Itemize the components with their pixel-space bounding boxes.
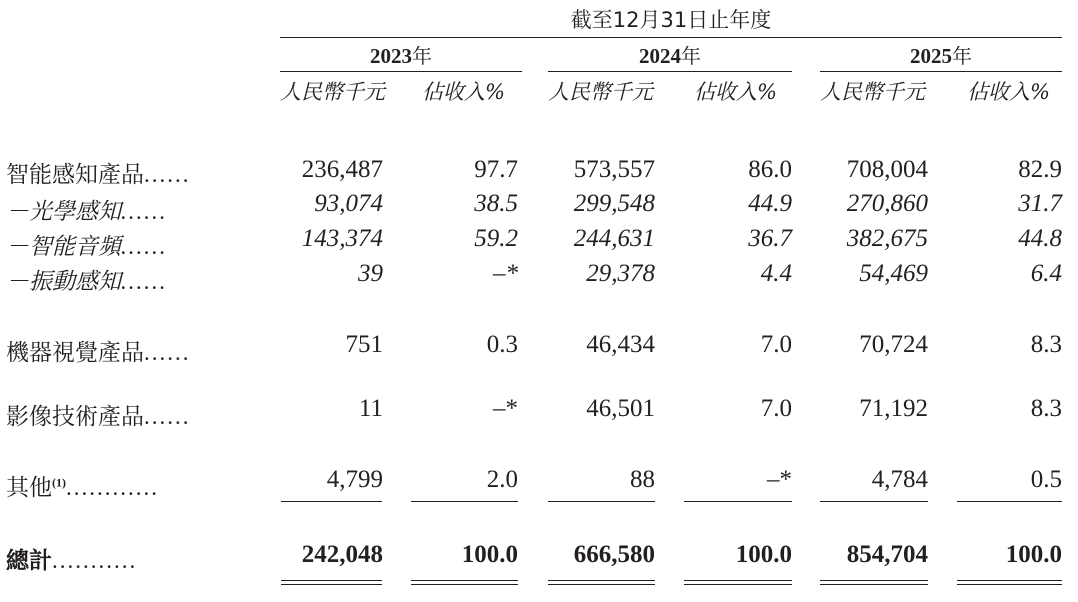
cell-smart-sensing-2023-amount: 236,487 — [301, 156, 383, 183]
cell-smart-sensing-2025-pct: 82.9 — [1018, 156, 1062, 183]
cell-others-2024-pct: –* — [767, 466, 792, 493]
period-header: 截至12月31日止年度 — [570, 8, 772, 32]
cell-vibration-sensing-2025-amount: 54,469 — [859, 260, 928, 287]
cell-machine-vision-2025-amount: 70,724 — [859, 331, 928, 358]
cell-vibration-sensing-2023-amount: 39 — [358, 260, 383, 287]
cell-others-2025-pct: 0.5 — [1030, 466, 1062, 493]
subtotal-rule-2025-amount — [820, 501, 928, 502]
cell-total-2025-amount: 854,704 — [846, 541, 928, 568]
total-double-rule-2024-amount — [548, 580, 655, 585]
cell-smart-audio-2023-amount: 143,374 — [301, 225, 383, 252]
year-2025-header: 2025年 — [910, 44, 972, 68]
subtotal-rule-2023-amount — [281, 501, 382, 502]
year-2025-rule — [820, 71, 1062, 72]
total-double-rule-2025-amount — [820, 580, 928, 585]
cell-optical-sensing-2024-pct: 44.9 — [748, 190, 792, 217]
header-rule — [280, 37, 1062, 38]
col-pct-2024: 佔收入% — [694, 80, 777, 104]
cell-smart-sensing-2025-amount: 708,004 — [846, 156, 928, 183]
cell-total-2025-pct: 100.0 — [1005, 541, 1062, 568]
cell-smart-audio-2024-amount: 244,631 — [573, 225, 655, 252]
cell-optical-sensing-2025-pct: 31.7 — [1018, 190, 1062, 217]
cell-others-2023-amount: 4,799 — [326, 466, 383, 493]
col-pct-2023: 佔收入% — [422, 80, 505, 104]
cell-smart-audio-2023-pct: 59.2 — [474, 225, 518, 252]
cell-others-2023-pct: 2.0 — [486, 466, 518, 493]
cell-optical-sensing-2023-pct: 38.5 — [474, 190, 518, 217]
cell-machine-vision-2025-pct: 8.3 — [1030, 331, 1062, 358]
row-label-vibration-sensing: －振動感知...... — [6, 269, 168, 295]
year-2024-header: 2024年 — [639, 44, 701, 68]
cell-vibration-sensing-2023-pct: –* — [493, 260, 518, 287]
cell-imaging-tech-2025-pct: 8.3 — [1030, 395, 1062, 422]
col-amount-2023: 人民幣千元 — [280, 80, 385, 104]
total-double-rule-2024-pct — [684, 580, 792, 585]
cell-smart-audio-2025-pct: 44.8 — [1018, 225, 1062, 252]
row-label-smart-sensing: 智能感知產品...... — [6, 162, 191, 188]
subtotal-rule-2024-amount — [548, 501, 655, 502]
cell-total-2024-pct: 100.0 — [735, 541, 792, 568]
cell-vibration-sensing-2024-pct: 4.4 — [760, 260, 792, 287]
cell-imaging-tech-2024-amount: 46,501 — [586, 395, 655, 422]
total-double-rule-2023-amount — [281, 580, 382, 585]
cell-others-2025-amount: 4,784 — [871, 466, 928, 493]
row-label-others: 其他$^{(1)}$............ — [6, 475, 159, 501]
year-2023-header: 2023年 — [370, 44, 432, 68]
total-double-rule-2023-pct — [411, 580, 518, 585]
subtotal-rule-2023-pct — [411, 501, 518, 502]
cell-optical-sensing-2025-amount: 270,860 — [846, 190, 928, 217]
cell-total-2023-pct: 100.0 — [461, 541, 518, 568]
row-label-machine-vision: 機器視覺產品...... — [6, 340, 191, 366]
subtotal-rule-2024-pct — [684, 501, 792, 502]
cell-smart-audio-2025-amount: 382,675 — [846, 225, 928, 252]
year-2024-rule — [548, 71, 792, 72]
cell-imaging-tech-2023-pct: –* — [493, 395, 518, 422]
cell-machine-vision-2024-amount: 46,434 — [586, 331, 655, 358]
cell-total-2024-amount: 666,580 — [573, 541, 655, 568]
cell-total-2023-amount: 242,048 — [301, 541, 383, 568]
cell-smart-audio-2024-pct: 36.7 — [748, 225, 792, 252]
cell-smart-sensing-2024-amount: 573,557 — [573, 156, 655, 183]
cell-vibration-sensing-2024-amount: 29,378 — [586, 260, 655, 287]
cell-imaging-tech-2024-pct: 7.0 — [760, 395, 792, 422]
row-label-optical-sensing: －光學感知...... — [6, 199, 168, 225]
cell-others-2024-amount: 88 — [630, 466, 655, 493]
cell-imaging-tech-2023-amount: 11 — [358, 395, 383, 422]
subtotal-rule-2025-pct — [957, 501, 1062, 502]
col-amount-2024: 人民幣千元 — [548, 80, 653, 104]
row-label-smart-audio: －智能音頻...... — [6, 234, 168, 260]
cell-machine-vision-2024-pct: 7.0 — [760, 331, 792, 358]
cell-vibration-sensing-2025-pct: 6.4 — [1030, 260, 1062, 287]
year-2023-rule — [280, 71, 522, 72]
cell-machine-vision-2023-pct: 0.3 — [486, 331, 518, 358]
col-pct-2025: 佔收入% — [967, 80, 1050, 104]
total-double-rule-2025-pct — [957, 580, 1062, 585]
cell-smart-sensing-2024-pct: 86.0 — [748, 156, 792, 183]
cell-optical-sensing-2023-amount: 93,074 — [314, 190, 383, 217]
col-amount-2025: 人民幣千元 — [820, 80, 925, 104]
cell-smart-sensing-2023-pct: 97.7 — [474, 156, 518, 183]
cell-machine-vision-2023-amount: 751 — [345, 331, 383, 358]
cell-imaging-tech-2025-amount: 71,192 — [859, 395, 928, 422]
cell-optical-sensing-2024-amount: 299,548 — [573, 190, 655, 217]
row-label-total: 總計........... — [6, 548, 138, 574]
row-label-imaging-tech: 影像技術產品...... — [6, 404, 191, 430]
footnote-ref: (1) — [52, 475, 66, 490]
